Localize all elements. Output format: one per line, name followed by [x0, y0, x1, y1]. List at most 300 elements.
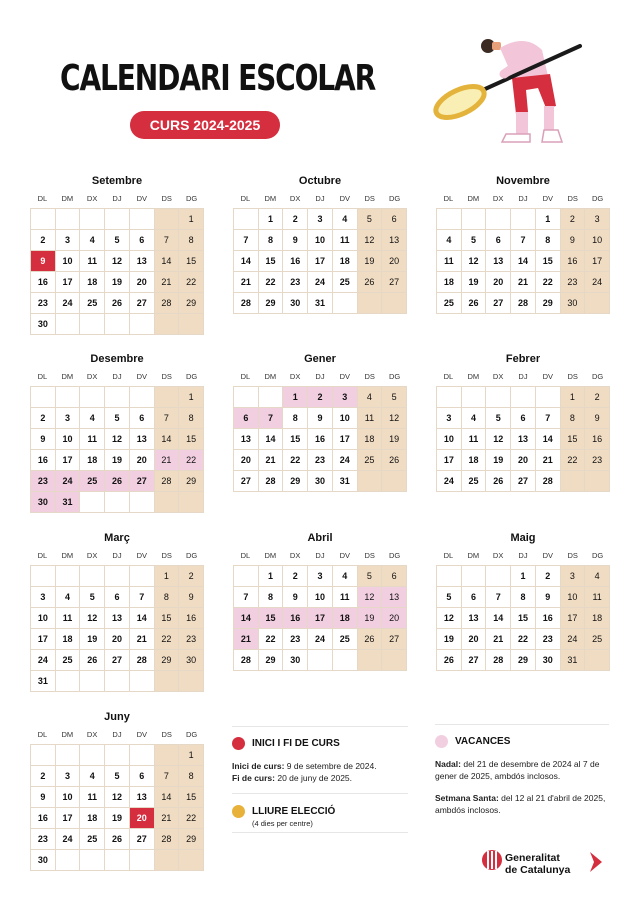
weekday-label: DJ	[315, 194, 325, 203]
empty-day-cell	[80, 492, 105, 513]
day-cell: 15	[259, 608, 284, 629]
day-cell: 12	[105, 429, 130, 450]
empty-day-cell	[358, 650, 383, 671]
day-cell: 15	[259, 251, 284, 272]
empty-day-cell	[130, 492, 155, 513]
empty-day-cell	[31, 566, 56, 587]
day-cell: 5	[382, 387, 407, 408]
weekday-label: DX	[492, 372, 504, 381]
empty-day-cell	[179, 492, 204, 513]
month-calendar	[233, 350, 407, 492]
weekday-label: DX	[289, 551, 301, 560]
weekday-label: DG	[388, 372, 401, 381]
day-cell: 12	[486, 429, 511, 450]
empty-day-cell	[56, 850, 81, 871]
day-cell: 6	[130, 408, 155, 429]
day-cell: 13	[234, 429, 259, 450]
day-cell: 4	[462, 408, 487, 429]
day-cell: 18	[333, 251, 358, 272]
day-cell: 8	[511, 587, 536, 608]
day-cell: 8	[179, 230, 204, 251]
day-cell: 8	[536, 230, 561, 251]
day-cell: 29	[536, 293, 561, 314]
person-with-magnifier-illustration	[430, 28, 600, 158]
legend-free-subtitle: (4 dies per centre)	[252, 819, 313, 828]
empty-day-cell	[80, 745, 105, 766]
day-cell: 6	[130, 230, 155, 251]
weekday-header	[436, 368, 610, 386]
day-cell: 30	[31, 492, 56, 513]
weekday-header	[436, 190, 610, 208]
day-cell: 19	[462, 272, 487, 293]
day-cell: 12	[80, 608, 105, 629]
empty-day-cell	[462, 387, 487, 408]
month-calendar	[233, 172, 407, 314]
day-cell: 7	[259, 408, 284, 429]
day-cell: 12	[105, 787, 130, 808]
day-cell: 10	[437, 429, 462, 450]
weekday-label: DX	[86, 730, 98, 739]
day-cell: 17	[308, 251, 333, 272]
day-cell: 18	[462, 450, 487, 471]
day-cell: 23	[31, 293, 56, 314]
empty-day-cell	[130, 209, 155, 230]
empty-day-cell	[437, 209, 462, 230]
day-cell: 30	[283, 650, 308, 671]
day-cell: 31	[333, 471, 358, 492]
day-cell: 28	[259, 471, 284, 492]
day-cell: 16	[31, 272, 56, 293]
day-cell: 14	[155, 429, 180, 450]
day-grid	[30, 744, 204, 871]
empty-day-cell	[382, 471, 407, 492]
empty-day-cell	[80, 209, 105, 230]
day-cell: 24	[333, 450, 358, 471]
weekday-label: DL	[37, 194, 48, 203]
empty-day-cell	[80, 671, 105, 692]
day-cell: 14	[536, 429, 561, 450]
day-cell: 28	[486, 650, 511, 671]
weekday-label: DG	[591, 372, 604, 381]
day-cell: 29	[179, 829, 204, 850]
day-cell: 22	[179, 450, 204, 471]
month-name: Novembre	[496, 175, 550, 187]
day-cell: 27	[382, 272, 407, 293]
day-cell: 8	[259, 230, 284, 251]
empty-day-cell	[105, 671, 130, 692]
day-cell: 22	[179, 808, 204, 829]
day-cell: 28	[155, 471, 180, 492]
empty-day-cell	[105, 492, 130, 513]
day-cell: 4	[437, 230, 462, 251]
weekday-header	[436, 547, 610, 565]
day-cell: 25	[333, 629, 358, 650]
day-cell: 1	[259, 209, 284, 230]
day-cell: 7	[486, 587, 511, 608]
empty-day-cell	[56, 671, 81, 692]
legend-course-title: INICI I FI DE CURS	[252, 738, 340, 749]
weekday-label: DG	[388, 194, 401, 203]
day-cell: 21	[155, 272, 180, 293]
day-cell: 4	[80, 766, 105, 787]
day-cell: 3	[31, 587, 56, 608]
day-cell: 23	[31, 471, 56, 492]
day-cell: 20	[382, 251, 407, 272]
empty-day-cell	[105, 314, 130, 335]
day-cell: 13	[486, 251, 511, 272]
day-cell: 22	[179, 272, 204, 293]
day-cell: 13	[130, 787, 155, 808]
day-cell: 19	[105, 808, 130, 829]
empty-day-cell	[80, 314, 105, 335]
day-cell: 5	[105, 230, 130, 251]
day-cell: 18	[333, 608, 358, 629]
weekday-label: DL	[443, 372, 454, 381]
weekday-label: DL	[240, 194, 251, 203]
month-name: Abril	[307, 532, 333, 544]
day-cell: 5	[358, 566, 383, 587]
weekday-label: DG	[185, 551, 198, 560]
weekday-label: DG	[185, 730, 198, 739]
weekday-label: DM	[61, 551, 74, 560]
day-cell: 23	[536, 629, 561, 650]
day-cell: 9	[179, 587, 204, 608]
weekday-label: DJ	[112, 551, 122, 560]
empty-day-cell	[31, 387, 56, 408]
day-cell: 7	[155, 408, 180, 429]
day-cell: 29	[259, 293, 284, 314]
day-cell: 4	[358, 387, 383, 408]
day-cell: 3	[437, 408, 462, 429]
day-cell: 15	[561, 429, 586, 450]
day-cell: 11	[437, 251, 462, 272]
day-cell: 1	[179, 209, 204, 230]
day-cell: 5	[80, 587, 105, 608]
day-cell: 8	[259, 587, 284, 608]
month-name: Setembre	[91, 175, 143, 187]
weekday-label: DG	[185, 194, 198, 203]
day-cell: 18	[80, 450, 105, 471]
day-cell: 28	[130, 650, 155, 671]
day-cell: 13	[130, 251, 155, 272]
day-cell: 31	[308, 293, 333, 314]
day-cell: 9	[283, 587, 308, 608]
weekday-label: DX	[86, 372, 98, 381]
day-cell: 25	[56, 650, 81, 671]
day-cell: 31	[56, 492, 81, 513]
weekday-label: DJ	[315, 372, 325, 381]
weekday-label: DL	[240, 551, 251, 560]
day-cell: 9	[283, 230, 308, 251]
weekday-label: DX	[289, 194, 301, 203]
day-cell: 20	[105, 629, 130, 650]
day-cell: 19	[358, 608, 383, 629]
empty-day-cell	[333, 293, 358, 314]
day-cell: 16	[536, 608, 561, 629]
day-cell: 10	[561, 587, 586, 608]
day-cell: 19	[80, 629, 105, 650]
weekday-label: DJ	[112, 194, 122, 203]
day-cell: 20	[462, 629, 487, 650]
day-cell: 26	[358, 272, 383, 293]
day-cell: 30	[31, 850, 56, 871]
day-cell: 12	[358, 230, 383, 251]
day-cell: 25	[80, 829, 105, 850]
month-name: Maig	[510, 532, 536, 544]
day-cell: 16	[561, 251, 586, 272]
day-cell: 9	[536, 587, 561, 608]
day-cell: 22	[259, 629, 284, 650]
empty-day-cell	[486, 387, 511, 408]
day-cell: 12	[382, 408, 407, 429]
day-cell: 18	[585, 608, 610, 629]
empty-day-cell	[155, 850, 180, 871]
day-cell: 2	[31, 408, 56, 429]
day-cell: 26	[382, 450, 407, 471]
day-cell: 14	[234, 608, 259, 629]
day-cell: 4	[56, 587, 81, 608]
weekday-label: DV	[339, 372, 351, 381]
day-cell: 30	[308, 471, 333, 492]
day-cell: 4	[80, 408, 105, 429]
empty-day-cell	[31, 745, 56, 766]
day-cell: 16	[179, 608, 204, 629]
empty-day-cell	[536, 387, 561, 408]
weekday-header	[30, 547, 204, 565]
weekday-header	[233, 190, 407, 208]
legend-setmana-santa-text: Setmana Santa: del 12 al 21 d'abril de 2025, ambdós inclosos.	[435, 793, 606, 815]
weekday-label: DS	[364, 551, 375, 560]
day-cell: 24	[56, 471, 81, 492]
day-cell: 28	[536, 471, 561, 492]
empty-day-cell	[486, 209, 511, 230]
day-cell: 8	[179, 408, 204, 429]
empty-day-cell	[130, 314, 155, 335]
month-name: Juny	[104, 711, 130, 723]
day-cell: 1	[179, 387, 204, 408]
weekday-label: DS	[364, 372, 375, 381]
day-cell: 21	[234, 629, 259, 650]
day-cell: 20	[382, 608, 407, 629]
day-cell: 9	[585, 408, 610, 429]
day-cell: 2	[283, 566, 308, 587]
day-cell: 17	[585, 251, 610, 272]
day-cell: 15	[511, 608, 536, 629]
empty-day-cell	[80, 566, 105, 587]
day-cell: 18	[437, 272, 462, 293]
month-calendar	[30, 529, 204, 692]
day-cell: 30	[31, 314, 56, 335]
day-cell: 28	[234, 650, 259, 671]
day-cell: 11	[585, 587, 610, 608]
empty-day-cell	[585, 650, 610, 671]
empty-day-cell	[56, 387, 81, 408]
day-cell: 8	[179, 766, 204, 787]
day-cell: 24	[585, 272, 610, 293]
day-cell: 15	[179, 787, 204, 808]
day-cell: 14	[486, 608, 511, 629]
day-cell: 28	[511, 293, 536, 314]
day-cell: 21	[130, 629, 155, 650]
empty-day-cell	[130, 745, 155, 766]
weekday-label: DG	[185, 372, 198, 381]
day-cell: 17	[333, 429, 358, 450]
day-cell: 29	[155, 650, 180, 671]
day-cell: 26	[80, 650, 105, 671]
empty-day-cell	[105, 209, 130, 230]
day-cell: 28	[155, 293, 180, 314]
weekday-label: DS	[567, 551, 578, 560]
day-grid	[436, 565, 610, 671]
empty-day-cell	[358, 293, 383, 314]
day-cell: 4	[333, 566, 358, 587]
day-cell: 19	[437, 629, 462, 650]
day-cell: 18	[80, 272, 105, 293]
day-cell: 6	[105, 587, 130, 608]
day-cell: 10	[56, 251, 81, 272]
weekday-label: DS	[161, 194, 172, 203]
empty-day-cell	[259, 387, 284, 408]
day-cell: 5	[105, 408, 130, 429]
day-cell: 12	[462, 251, 487, 272]
empty-day-cell	[179, 850, 204, 871]
day-cell: 22	[511, 629, 536, 650]
day-cell: 15	[179, 251, 204, 272]
empty-day-cell	[382, 650, 407, 671]
day-cell: 24	[56, 293, 81, 314]
empty-day-cell	[234, 209, 259, 230]
day-cell: 3	[308, 566, 333, 587]
month-calendar	[233, 529, 407, 671]
day-grid	[233, 386, 407, 492]
empty-day-cell	[437, 566, 462, 587]
empty-day-cell	[437, 387, 462, 408]
day-cell: 12	[437, 608, 462, 629]
day-cell: 6	[462, 587, 487, 608]
empty-day-cell	[155, 387, 180, 408]
weekday-label: DG	[591, 551, 604, 560]
day-cell: 3	[56, 230, 81, 251]
day-cell: 7	[130, 587, 155, 608]
weekday-label: DV	[339, 551, 351, 560]
day-cell: 7	[155, 766, 180, 787]
day-cell: 2	[31, 230, 56, 251]
day-cell: 22	[155, 629, 180, 650]
day-cell: 23	[308, 450, 333, 471]
weekday-header	[30, 726, 204, 744]
weekday-label: DM	[467, 372, 480, 381]
day-cell: 2	[179, 566, 204, 587]
day-cell: 16	[31, 450, 56, 471]
day-grid	[30, 565, 204, 692]
day-cell: 25	[358, 450, 383, 471]
day-cell: 26	[105, 293, 130, 314]
weekday-label: DX	[492, 551, 504, 560]
weekday-label: DM	[264, 551, 277, 560]
day-cell: 5	[462, 230, 487, 251]
day-cell: 7	[511, 230, 536, 251]
day-grid	[233, 565, 407, 671]
day-cell: 20	[130, 808, 155, 829]
day-cell: 17	[561, 608, 586, 629]
day-cell: 20	[511, 450, 536, 471]
weekday-label: DX	[86, 551, 98, 560]
day-cell: 16	[308, 429, 333, 450]
empty-day-cell	[80, 850, 105, 871]
day-cell: 16	[283, 251, 308, 272]
day-cell: 3	[561, 566, 586, 587]
day-cell: 11	[56, 608, 81, 629]
day-cell: 11	[333, 587, 358, 608]
day-cell: 3	[56, 766, 81, 787]
day-cell: 17	[56, 450, 81, 471]
empty-day-cell	[462, 209, 487, 230]
day-cell: 15	[155, 608, 180, 629]
day-cell: 19	[105, 272, 130, 293]
weekday-label: DV	[136, 551, 148, 560]
weekday-label: DV	[542, 194, 554, 203]
weekday-label: DJ	[315, 551, 325, 560]
day-cell: 10	[31, 608, 56, 629]
day-cell: 6	[486, 230, 511, 251]
empty-day-cell	[511, 209, 536, 230]
generalitat-logo-text: Generalitat de Catalunya	[505, 852, 571, 876]
weekday-label: DL	[37, 372, 48, 381]
day-cell: 21	[511, 272, 536, 293]
day-cell: 11	[462, 429, 487, 450]
day-grid	[436, 386, 610, 492]
day-cell: 25	[462, 471, 487, 492]
day-cell: 18	[358, 429, 383, 450]
month-calendar	[436, 172, 610, 314]
free-choice-dot-icon	[232, 805, 245, 818]
day-cell: 23	[561, 272, 586, 293]
day-cell: 24	[561, 629, 586, 650]
weekday-label: DS	[567, 194, 578, 203]
day-cell: 16	[585, 429, 610, 450]
day-cell: 2	[536, 566, 561, 587]
day-cell: 3	[308, 209, 333, 230]
day-cell: 3	[56, 408, 81, 429]
month-name: Octubre	[298, 175, 342, 187]
day-cell: 23	[585, 450, 610, 471]
day-cell: 29	[511, 650, 536, 671]
weekday-label: DL	[240, 372, 251, 381]
empty-day-cell	[80, 387, 105, 408]
day-cell: 6	[382, 566, 407, 587]
weekday-label: DL	[443, 194, 454, 203]
empty-day-cell	[155, 671, 180, 692]
day-cell: 9	[31, 251, 56, 272]
day-cell: 2	[31, 766, 56, 787]
empty-day-cell	[105, 566, 130, 587]
day-cell: 25	[80, 293, 105, 314]
day-cell: 26	[105, 829, 130, 850]
day-cell: 11	[358, 408, 383, 429]
month-calendar	[436, 529, 610, 671]
weekday-label: DX	[86, 194, 98, 203]
day-cell: 21	[234, 272, 259, 293]
day-cell: 30	[283, 293, 308, 314]
day-cell: 8	[155, 587, 180, 608]
day-cell: 20	[130, 272, 155, 293]
day-cell: 27	[234, 471, 259, 492]
day-cell: 1	[536, 209, 561, 230]
day-grid	[436, 208, 610, 314]
day-cell: 24	[308, 629, 333, 650]
weekday-label: DJ	[112, 372, 122, 381]
day-cell: 10	[585, 230, 610, 251]
